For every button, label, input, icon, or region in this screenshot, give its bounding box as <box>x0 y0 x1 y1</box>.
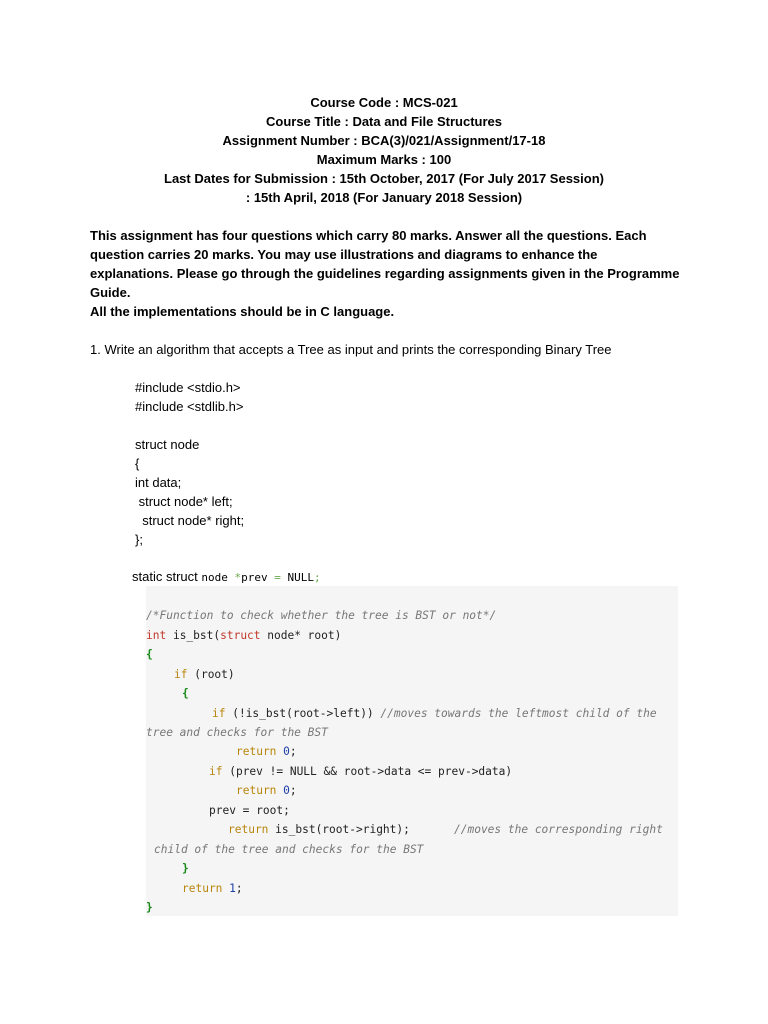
code-keyword: return <box>182 882 223 895</box>
course-title: Course Title : Data and File Structures <box>266 114 502 129</box>
code-line: #include <stdio.h> <box>135 380 241 395</box>
code-brace: } <box>146 901 153 914</box>
code-line: struct node* left; <box>135 494 233 509</box>
code-line <box>182 879 243 898</box>
code-line <box>236 742 297 761</box>
code-number: 1 <box>229 882 236 895</box>
assignment-header <box>0 93 768 207</box>
code-comment: //moves the corresponding right <box>454 823 663 836</box>
code-comment: child of the tree and checks for the BST <box>154 843 424 856</box>
code-keyword: return <box>236 784 277 797</box>
code-token: = <box>274 571 281 584</box>
last-dates-line-1: Last Dates for Submission : 15th October, 2017 (For July 2017 Session) <box>164 171 604 186</box>
code-token: (!is_bst(root->left)) <box>225 707 381 720</box>
code-line <box>146 645 153 664</box>
code-line <box>212 704 657 723</box>
question-1-text: 1. Write an algorithm that accepts a Tree as input and prints the corresponding Binary Tree <box>90 342 612 357</box>
code-line <box>146 723 328 742</box>
question-1 <box>90 340 690 359</box>
code-keyword: if <box>174 668 188 681</box>
code-token: node <box>201 571 235 584</box>
code-token: is_bst( <box>166 629 221 642</box>
code-line <box>454 820 663 839</box>
code-token: is_bst(root->right); <box>268 823 410 836</box>
code-line <box>228 820 410 839</box>
intro-block <box>90 226 680 321</box>
language-note: All the implementations should be in C language. <box>90 304 395 319</box>
code-keyword: if <box>212 707 226 720</box>
code-brace: { <box>146 648 153 661</box>
intro-paragraph: This assignment has four questions which carry 80 marks. Answer all the questions. Each question carries 20 marks. You may use illustrations and diagrams to enhance the explanations. Please go through the guidelines regarding assignments given in the Programme Guide. <box>90 228 680 300</box>
code-brace: } <box>182 862 189 875</box>
code-token: ; <box>235 882 243 895</box>
code-line <box>146 898 153 917</box>
code-comment: tree and checks for the BST <box>146 726 328 739</box>
code-token: ; <box>313 571 321 584</box>
code-keyword: if <box>209 765 223 778</box>
code-brace: { <box>182 687 189 700</box>
code-token: (root) <box>187 668 235 681</box>
code-keyword: return <box>236 745 277 758</box>
code-line <box>135 416 244 435</box>
code-token: * <box>234 571 242 584</box>
code-line <box>182 684 189 703</box>
plain-code-block <box>135 378 244 549</box>
code-token: prev = root; <box>209 804 290 817</box>
code-keyword: int <box>146 629 167 642</box>
code-number: 0 <box>283 745 290 758</box>
code-token: ; <box>289 784 297 797</box>
code-comment: /*Function to check whether the tree is BST or not*/ <box>146 609 497 622</box>
code-token: ; <box>289 745 297 758</box>
code-keyword: struct <box>220 629 261 642</box>
code-token: prev <box>241 571 275 584</box>
highlighted-code-block <box>146 586 678 916</box>
code-line <box>182 859 189 878</box>
code-line: #include <stdlib.h> <box>135 399 244 414</box>
code-token: (prev != NULL && root->data <= prev->data) <box>222 765 513 778</box>
code-line: struct node* right; <box>135 513 245 528</box>
code-token: node* root) <box>260 629 342 642</box>
course-code: Course Code : MCS-021 <box>310 95 458 110</box>
code-line: }; <box>135 532 143 547</box>
code-line: { <box>135 456 140 471</box>
code-keyword: return <box>228 823 269 836</box>
code-line <box>209 801 290 820</box>
code-line: struct node <box>135 437 200 452</box>
code-line <box>236 781 297 800</box>
code-line <box>174 665 235 684</box>
code-token: NULL <box>280 571 314 584</box>
code-line: int data; <box>135 475 182 490</box>
static-prev-declaration <box>132 567 321 587</box>
code-line <box>154 840 423 859</box>
code-number: 0 <box>283 784 290 797</box>
assignment-number: Assignment Number : BCA(3)/021/Assignment/17-18 <box>222 133 546 148</box>
code-comment: //moves towards the leftmost child of the <box>380 707 657 720</box>
code-line <box>209 762 512 781</box>
code-token: static struct <box>132 569 202 584</box>
code-line <box>146 626 341 645</box>
code-line <box>146 606 496 625</box>
maximum-marks: Maximum Marks : 100 <box>316 152 452 167</box>
last-dates-line-2: : 15th April, 2018 (For January 2018 Session) <box>245 190 523 205</box>
